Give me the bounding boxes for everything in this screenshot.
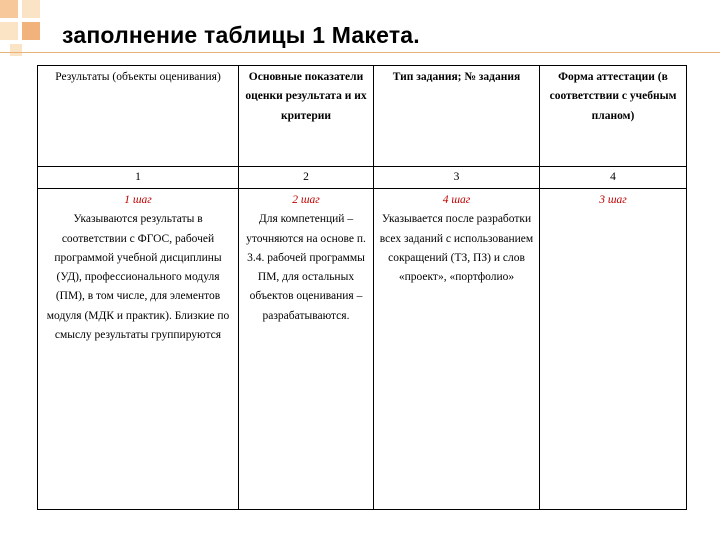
- cell-text: Указываются результаты в соответствии с ФГОС, рабочей программой учебной дисциплины (УД), профессионального модуля (ПМ), в том числе, для элементов модуля (МДК и практик). Близкие по смыслу результаты группируются: [46, 213, 230, 342]
- step-label: 3 шаг: [599, 194, 627, 206]
- table-number-row: [38, 167, 687, 189]
- step-label: 4 шаг: [442, 194, 471, 206]
- table-body-row: [38, 189, 687, 510]
- header-task-type: Тип задания; № задания: [374, 66, 540, 167]
- cell-indicators: [239, 189, 374, 510]
- step-label: 2 шаг: [292, 194, 320, 206]
- layout-table: [37, 65, 687, 510]
- header-indicators: Основные показатели оценки результата и их критерии: [239, 66, 374, 167]
- column-number: 4: [540, 167, 687, 189]
- header-attestation-form: Форма аттестации (в соответствии с учебным планом): [540, 66, 687, 167]
- slide-title: заполнение таблицы 1 Макета.: [62, 22, 420, 48]
- table-header-row: [38, 66, 687, 167]
- header-results: Результаты (объекты оценивания): [38, 66, 239, 167]
- title-divider: [0, 52, 720, 53]
- cell-attestation-form: [540, 189, 687, 510]
- column-number: 3: [374, 167, 540, 189]
- step-label: 1 шаг: [124, 194, 152, 206]
- cell-task-type: [374, 189, 540, 510]
- cell-results: [38, 189, 239, 510]
- cell-text: Указывается после разработки всех заданий с использованием сокращений (ТЗ, ПЗ) и слов «проект», «портфолио»: [379, 213, 534, 284]
- cell-text: Для компетенций – уточняются на основе п. 3.4. рабочей программы ПМ, для остальных объектов оценивания – разрабатываются.: [246, 213, 366, 322]
- column-number: 1: [38, 167, 239, 189]
- column-number: 2: [239, 167, 374, 189]
